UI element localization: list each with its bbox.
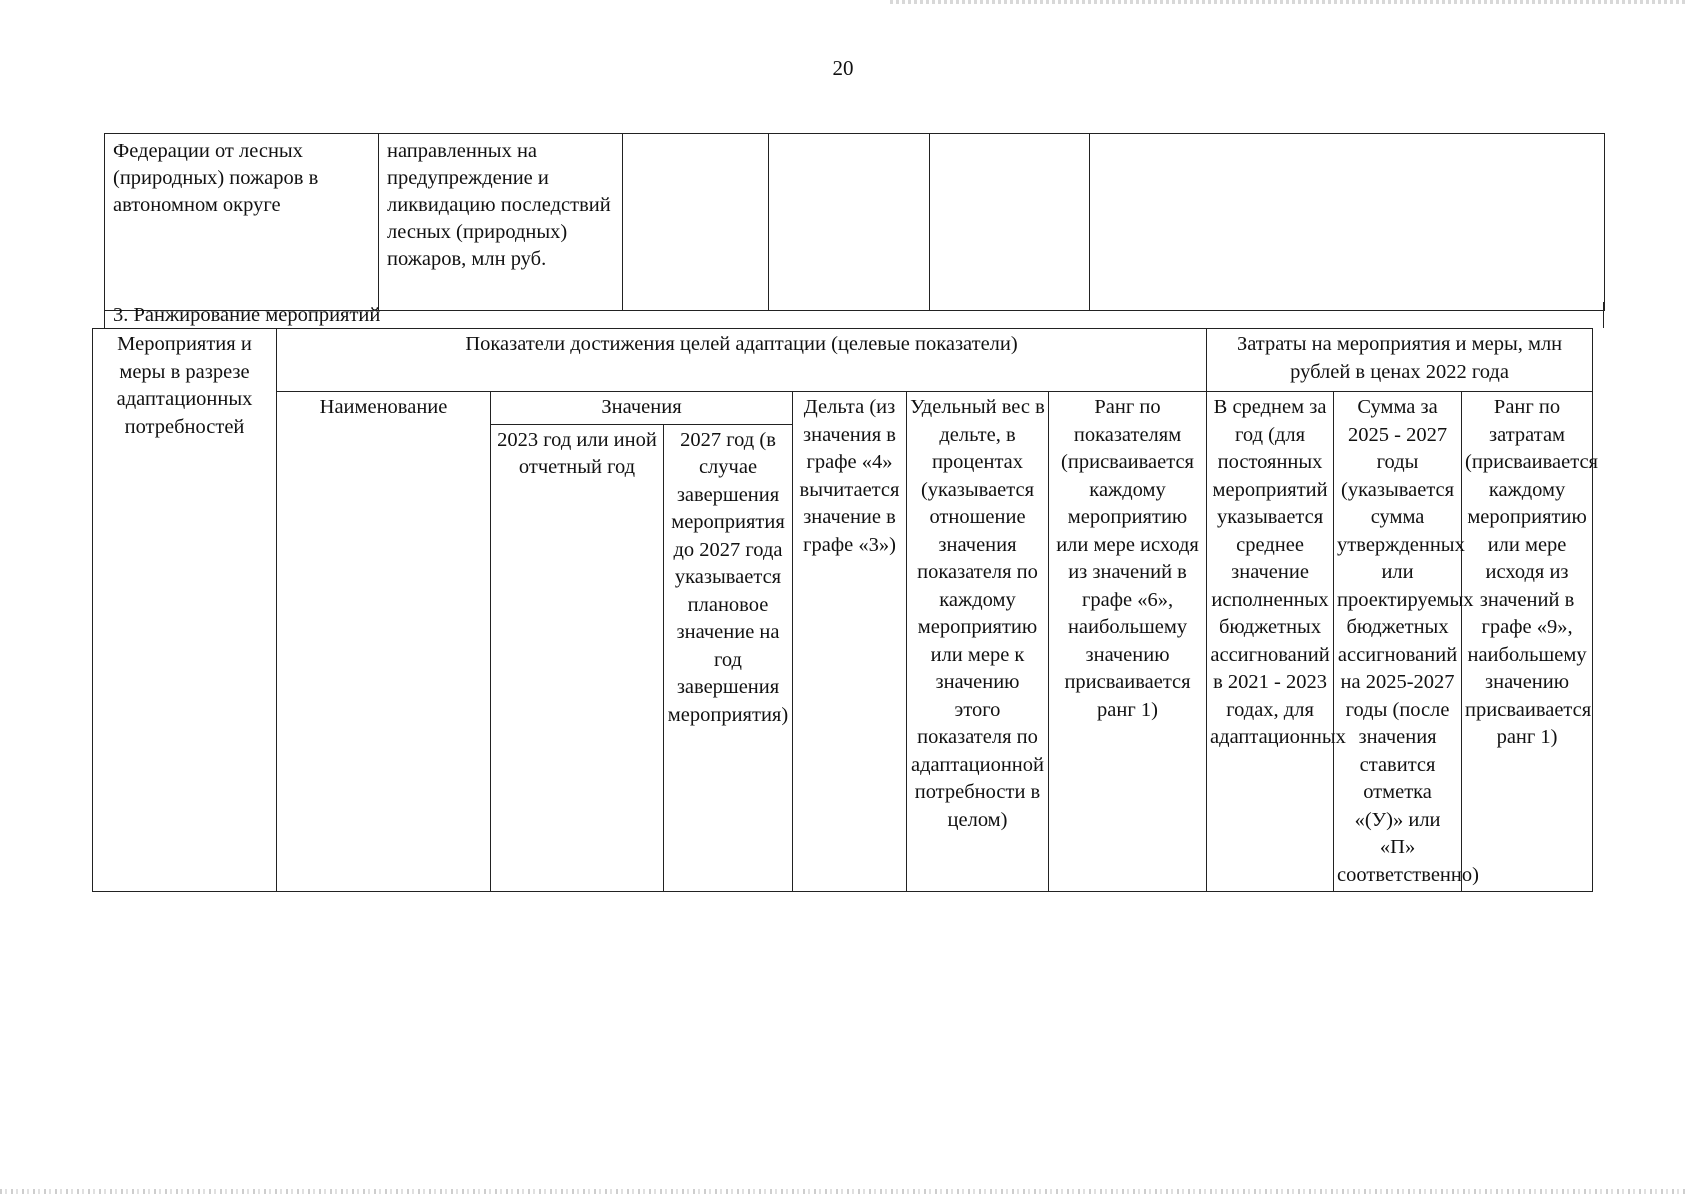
section-heading: 3. Ранжирование мероприятий <box>104 302 1604 328</box>
col-avg-year-header: В среднем за год (для постоянных мероприятий указывается среднее значение исполненных бюджетных ассигнований в 2021 - 2023 годах, для адаптационных <box>1207 392 1334 892</box>
table-cell <box>623 134 769 311</box>
costs-group-header: Затраты на мероприятия и меры, млн рублей в ценах 2022 года <box>1207 329 1593 392</box>
col-share-header: Удельный вес в дельте, в процентах (указывается отношение значения показателя по каждому мероприятию или мере к значению этого показателя по адаптационной потребности в целом) <box>907 392 1049 892</box>
table-header-row <box>93 392 1593 425</box>
table-cell <box>769 134 930 311</box>
scan-edge-top <box>890 0 1686 4</box>
col-name-header: Наименование <box>277 392 491 892</box>
continuation-table <box>104 133 1605 311</box>
page-number: 20 <box>832 56 854 80</box>
indicators-group-header: Показатели достижения целей адаптации (целевые показатели) <box>277 329 1207 392</box>
ranking-table <box>92 328 1598 892</box>
col-delta-header: Дельта (из значения в графе «4» вычитается значение в графе «3») <box>793 392 907 892</box>
col-rank-indicators-header: Ранг по показателям (присваивается каждому мероприятию или мере исходя из значений в графе «6», наибольшему значению присваивается ранг 1) <box>1049 392 1207 892</box>
table-cell: Федерации от лесных (природных) пожаров в автономном округе <box>105 134 379 311</box>
table-cell: направленных на предупреждение и ликвидацию последствий лесных (природных) пожаров, млн руб. <box>379 134 623 311</box>
col-measures-header: Мероприятия и меры в разрезе адаптационных потребностей <box>93 329 277 892</box>
table-row <box>105 134 1605 311</box>
col-2027-header: 2027 год (в случае завершения мероприятия до 2027 года указывается плановое значение на год завершения мероприятия) <box>664 424 793 892</box>
scan-edge-bottom <box>0 1189 1686 1194</box>
col-sum-2025-2027-header: Сумма за 2025 - 2027 годы (указывается сумма утвержденных или проектируемых бюджетных ассигнований на 2025-2027 годы (после значения ставится отметка «(У)» или «П» соответственно) <box>1334 392 1462 892</box>
values-group-header: Значения <box>491 392 793 425</box>
col-2023-header: 2023 год или иной отчетный год <box>491 424 664 892</box>
table-cell <box>930 134 1090 311</box>
col-rank-costs-header: Ранг по затратам (присваивается каждому мероприятию или мере исходя из значений в графе «9», наибольшему значению присваивается ранг 1) <box>1462 392 1593 892</box>
table-cell <box>1090 134 1605 311</box>
table-header-row <box>93 329 1593 392</box>
